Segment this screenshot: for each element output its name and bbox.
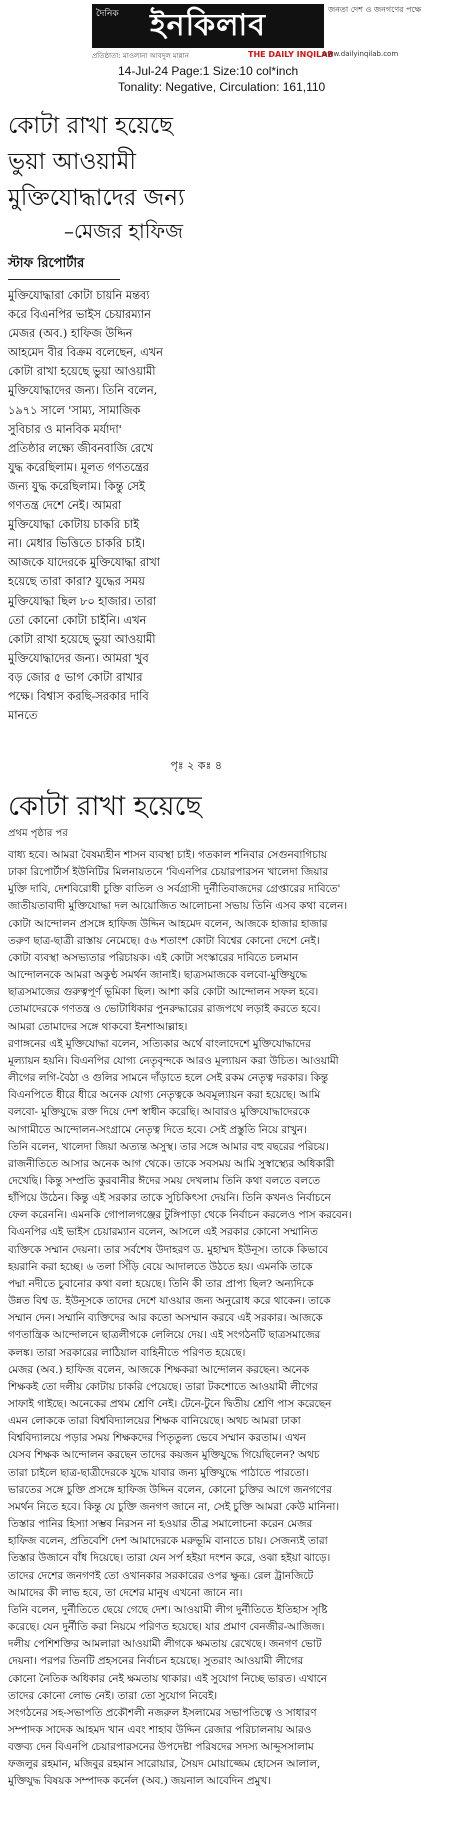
body-line: তিনি বলেন, খালেদা জিয়া অত্যন্ত অসুস্থ। তার সঙ্গে আমার বহু বছরের পরিচয়। [8,1140,329,1153]
article-body [8,286,226,725]
body-line: তো কোনো কোটা চাইনি। এখন [8,613,147,627]
body-line: ছাত্রসমাজের গুরুত্বপূর্ণ ভূমিকা ছিল। আশা করি কোটা আন্দোলন সফল হবে। [8,986,319,999]
body-line: লীগের লগি-বৈঠা ও গুলির সামনে দাঁড়াতে হলে সেই রকম নেতৃত্ব দরকার। কিন্তু [8,1072,329,1085]
body-line: রাজনীতিতে আসার অনেক আগ থেকে। তাকে সবসময় আমি সুস্বাস্থ্যের অধিকারী [8,1157,335,1170]
body-line: ফজলুর রহমান, মজিবুর রহমান সারোয়ার, সৈয়দ মোয়াজ্জেম হোসেন আলাল, [8,1758,321,1771]
body-line: কোটা ব্যবস্থা অসভ্যতার পরিচায়ক। এই কোটা সংস্কারের দাবিতে চলমান [8,951,299,964]
body-line: ঢাকা রিপোর্টার্স ইউনিটির মিলনায়তনে 'বিএনপির চেয়ারপারসন খালেদা জিয়ার [8,866,329,879]
body-line: ভারতের সঙ্গে চুক্তি প্রসঙ্গে হাফিজ উদ্দিন বলেন, কোনো চুক্তির আগে জনগণের [8,1483,332,1496]
body-line: কোটা রাখা হয়েছে ভুয়া আওয়ামী [8,365,156,379]
body-line: মূল্যায়ন হয়নি। বিএনপির যোগ্য নেতৃবৃন্দকে আরও মূল্যায়ন করা উচিত। আওয়ামী [8,1054,339,1067]
body-line: হাফিজ বলেন, প্রতিবেশি দেশ আমাদেরকে মরুভূমি বানাতে চায়। সেজন্যই তারা [8,1535,328,1548]
body-line: বাধ্য হবে। আমরা বৈষম্যহীন শাসন ব্যবস্থা চাই। গতকাল শনিবার সেগুনবাগিচায় [8,849,327,861]
continued-headline: কোটা রাখা হয়েছে [8,791,202,822]
body-line: করে বিএনপির ভাইস চেয়ারম্যান [8,308,151,322]
body-line: আজকে যাদেরকে মুক্তিযোদ্ধা রাখা [8,556,160,570]
body-line: কোটা আন্দোলন প্রসঙ্গে হাফিজ উদ্দিন আহমেদ বলেন, আজকে হাজার হাজার [8,917,328,930]
body-line: দেয়না। পরপর তিনটি প্রহসনের নির্বাচন হয়েছে। সুতরাং আওয়ামী লীগের [8,1655,304,1668]
body-line: দেখেছি। কিন্তু সম্প্রতি কুরবানীর ঈদের সময় দেখলাম তিনি কথা বলতে বলতে [8,1174,321,1187]
body-line: হয়েছে তারা কারা? যুদ্ধের সময় [8,575,145,589]
continuation-label: প্রথম পৃষ্ঠার পর [8,828,68,839]
body-line: সাফাই গাইছে। অনেকের প্রথম শ্রেণি নেই। টেনে-টুনে দ্বিতীয় শ্রেণি পাস করেছেন [8,1398,332,1410]
jump-reference: পৃঃ ২ কঃ ৪ [170,759,222,772]
article-clip-continued [8,790,454,1840]
body-line: বিএনপিতে ধীরে ধীরে অনেক যোগ্য নেতৃত্বকে অবমূল্যায়ন করা হয়েছে। আমি [8,1089,321,1102]
body-line: তিস্তার পানির হিস্যা সম্ভব নিরসন না হওয়ার তীব্র সমালোচনা করেন মেজর [8,1518,313,1531]
masthead-subline: প্রতিষ্ঠাতা: মাওলানা আবদুল মান্নান [92,52,189,60]
headline-line: মুক্তিযোদ্ধাদের জন্য [8,185,185,211]
body-line: মুক্তিযোদ্ধাদের জন্য। তিনি বলেন, [8,384,158,398]
body-line: গণতান্ত্রিক আন্দোলনে ছাত্রলীগকে লেলিয়ে দেয়। এই সংগঠনটি ছাত্রসমাজের [8,1329,321,1342]
body-line: আমাদের কী লাভ হবে, তা দেশের মানুষ এখনো জানে না। [8,1586,243,1599]
body-line: মুক্তিযোদ্ধা কোটায় চাকরি চাই [8,518,139,532]
body-line: প্রতিষ্ঠার লক্ষ্যে জীবনবাজি রেখে [8,441,154,455]
body-line: হাঁপিয়ে উঠেন। কিন্তু এই সরকার তাকে সুচিকিৎসা দেয়নি। তিনি কখনও নির্বাচনে [8,1192,331,1205]
article-clip-front [8,108,226,778]
body-line: তিস্তার উজানে বাঁধ দিয়েছে। তারা যেন সর্প হইয়া দংশন করে, ওঝা হইয়া ঝাড়ে। [8,1552,331,1565]
clip-meta-date-size: 14-Jul-24 Page:1 Size:10 col*inch [118,64,299,78]
body-line: আন্দোলনকে আমরা অকুণ্ঠ সমর্থন জানাই। ছাত্রসমাজকে বলবো-মুক্তিযুদ্ধে [8,969,308,982]
body-line: মেজর (অব.) হাফিজ উদ্দিন [8,327,133,341]
body-line: বক্তব্য দেন বিএনপি চেয়ারপারসনের উপদেষ্টা পরিষদের সদস্য আব্দুসসালাম [8,1741,314,1754]
headline-line: ভুয়া আওয়ামী [8,149,136,175]
body-line: তাদের কোনো লোভ নেই। তারা তো সুযোগ নিবেই। [8,1689,218,1702]
reporter-credit: স্টাফ রিপোর্টার [8,254,120,280]
masthead-tagline: জনতা দেশ ও জনগণের পক্ষে [328,5,422,14]
article-body [8,847,454,1791]
body-line: মুক্তি দাবি, দেশবিরোধী চুক্তি বাতিল ও সর্বগ্রাসী দুর্নীতিবাজদের গ্রেপ্তারের দাবিতে' [8,883,341,896]
masthead-website: www.dailyinqilab.com [322,50,399,58]
body-line: তারা চাইলে ছাত্র-ছাত্রীদেরকে যুদ্ধে যাবার জন্য মুক্তিযুদ্ধে পাঠাতে পারতো। [8,1466,309,1479]
body-line: সংগঠনের সহ-সভাপতি প্রকৌশলী নজরুল ইসলামের সভাপতিত্বে ও সাধারণ [8,1706,317,1719]
body-line: ফেল করেননি। এমনকি গোপালগঞ্জের টুঙ্গিপাড়া থেকে নির্বাচন করলেও পাস করবেন। [8,1209,352,1222]
body-line: তাদের দেশের জনগণই তো ওখানকার সরকারের ওপর ক্ষুব্ধ। রেল ট্রানজিটে [8,1569,314,1582]
body-line: বড় জোর ৫ ভাগ কোটা রাখার [8,670,143,684]
newspaper-logo [92,4,324,48]
body-line: এমন লোককে তারা বিশ্ববিদ্যালয়ের শিক্ষক বানিয়েছে। অথচ আমরা ঢাকা [8,1415,301,1428]
body-line: সুবিচার ও মানবিক মর্যাদা' [8,422,122,436]
body-line: রণাঙ্গনের এই মুক্তিযোদ্ধা বলেন, সত্যিকার অর্থে বাংলাদেশে মুক্তিযোদ্ধাদের [8,1037,311,1050]
body-line: আগামীতে আন্দোলন-সংগ্রামে নেতৃত্ব দিতে হবে। সেই প্রস্তুতি নিয়ে রাখুন। [8,1123,307,1136]
body-line: আমরা তোমাদের সঙ্গে থাকবো ইনশাআল্লাহ। [8,1020,188,1033]
body-line: আহমেদ বীর বিক্রম বলেছেন, এখন [8,346,163,360]
body-line: ১৯৭১ সালে 'সাম্য, সামাজিক [8,403,141,417]
body-line: দলীয় পেশিশক্তির আমলারা আওয়ামী লীগকে ক্ষমতায় রেখেছে। জনগণ ভোট [8,1638,322,1651]
headline-line: কোটা রাখা হয়েছে [8,113,174,139]
body-line: কোটা রাখা হয়েছে ভুয়া আওয়ামী [8,632,156,646]
body-line: সম্মান দেন। সম্মানি ব্যক্তিদের আর কতো অসম্মান করবে এই সরকার। আজকে [8,1312,323,1325]
headline-byline: –মেজর হাফিজ [64,219,184,243]
body-line: জন্য যুদ্ধ করেছিলাম। কিন্তু সেই [8,479,145,493]
body-line: মেজর (অব.) হাফিজ বলেন, আজকে শিক্ষকরা আন্দোলন করছেন। অনেক [8,1363,310,1376]
body-line: পক্ষে। বিশ্বাস করছি-সরকার দাবি [8,689,149,703]
body-line: তরুণ ছাত্র-ছাত্রী রাস্তায় নেমেছে। ৫৬ শতাংশ কোটা বিশ্বের কোনো দেশে নেই। [8,934,320,947]
body-line: মুক্তিযোদ্ধাদের জন্য। আমরা খুব [8,651,149,665]
body-line: শিক্ষকই তো দলীয় কোটায় চাকরি পেয়েছে। তারা টকশোতে আওয়ামী লীগের [8,1380,318,1393]
masthead-english-name: THE DAILY INQILAB [248,50,334,59]
body-line: সম্পাদক সাদেক আহমদ খান এবং শাহাব উদ্দিন রেজার পরিচালনায় আরও [8,1723,312,1736]
clip-meta-tonality: Tonality: Negative, Circulation: 161,110 [118,80,326,94]
body-line: যেসব শিক্ষক আন্দোলন করছেন তাদের কয়জন মুক্তিযুদ্ধে গিয়েছিলেন? অথচ [8,1449,320,1462]
body-line: বলবো- মুক্তিযুদ্ধে রক্ত দিয়ে দেশ স্বাধীন করেছি। আবারও মুক্তিযোদ্ধাদেরকে [8,1106,310,1119]
body-line: জাতীয়তাবাদী মুক্তিযোদ্ধা দল আয়োজিত আলোচনা সভায় তিনি এসব কথা বলেন। [8,900,348,913]
body-line: বিশ্ববিদ্যালয়ে পড়ার সময় শিক্ষকদের পিতৃতুল্য ভেবে সম্মান করতাম। এখন [8,1432,306,1445]
body-line: মুক্তিযুদ্ধ বিষয়ক সম্পাদক কর্নেল (অব.) জয়নাল আবেদিন প্রমুখ। [8,1775,271,1788]
body-line: উন্নত বিশ্ব ড. ইউনূসকে তাদের দেশে যাওয়ার জন্য অনুরোধ করে থাকেন। তাকে [8,1295,331,1308]
body-line: তোমাদেরকে গণতন্ত্র ও ভোটাধিকার পুনরুদ্ধারের রাজপথে লড়াই করতে হবে। [8,1003,321,1016]
body-line: গণতন্ত্র দেশে নেই। আমরা [8,499,122,513]
body-line: ব্যক্তিকে সম্মান দেয়না। তার সর্বশেষ উদাহরণ ড. মুহাম্মদ ইউনূস। তাকে কিভাবে [8,1243,328,1256]
body-line: তিনি বলেন, দুর্নীতিতে ছেয়ে গেছে দেশ। আওয়ামী লীগ দুর্নীতিতে ইতিহাস সৃষ্টি [8,1603,328,1616]
masthead [0,0,460,104]
body-line: বিএনপির এই ভাইস চেয়ারম্যান বলেন, আসলে এই সরকার কোনো সম্মানিত [8,1226,318,1239]
body-line: না। মেধার ভিত্তিতে চাকরি চাই। [8,537,146,551]
body-line: করেছে। যেন দুর্নীতি করা নিয়মে পরিণত হয়েছে। যার প্রমাণ বেনজীর-আজিজ। [8,1621,325,1634]
body-line: মুক্তিযোদ্ধারা কোটা চায়নি মন্তব্য [8,289,150,302]
logo-prefix: দৈনিক [96,9,119,19]
body-line: পদ্মা নদীতে চুবানোর কথা বলা হয়েছে। তিনি কী তার প্রাপ্য ছিল? অন্যদিকে [8,1277,314,1290]
body-line: কোনো নৈতিক অধিকার নেই ক্ষমতায় থাকার। এই সুযোগ নিচ্ছে ভারত। এখানে [8,1672,327,1685]
body-line: কলঙ্ক। তারা সরকারের লাঠিয়াল বাহিনীতে পরিণত হয়েছে। [8,1346,246,1359]
body-line: যুদ্ধ করেছিলাম। মূলত গণতন্ত্রের [8,460,149,474]
body-line: মানতে [8,709,38,723]
body-line: হয়রানি করা হচ্ছে। ৬ তলা সিঁড়ি বেয়ে আদালতে উঠতে হয়। এমনকি তাকে [8,1260,313,1273]
body-line: মুক্তিযোদ্ধা ছিল ৮০ হাজার। তারা [8,594,156,608]
logo-text: ইনকিলাব [150,7,266,43]
body-line: সমর্থন নিতে হবে। কিন্তু যে চুক্তি জনগণ জানে না, সেই চুক্তি আমরা কেউ মানিনা। [8,1500,340,1513]
